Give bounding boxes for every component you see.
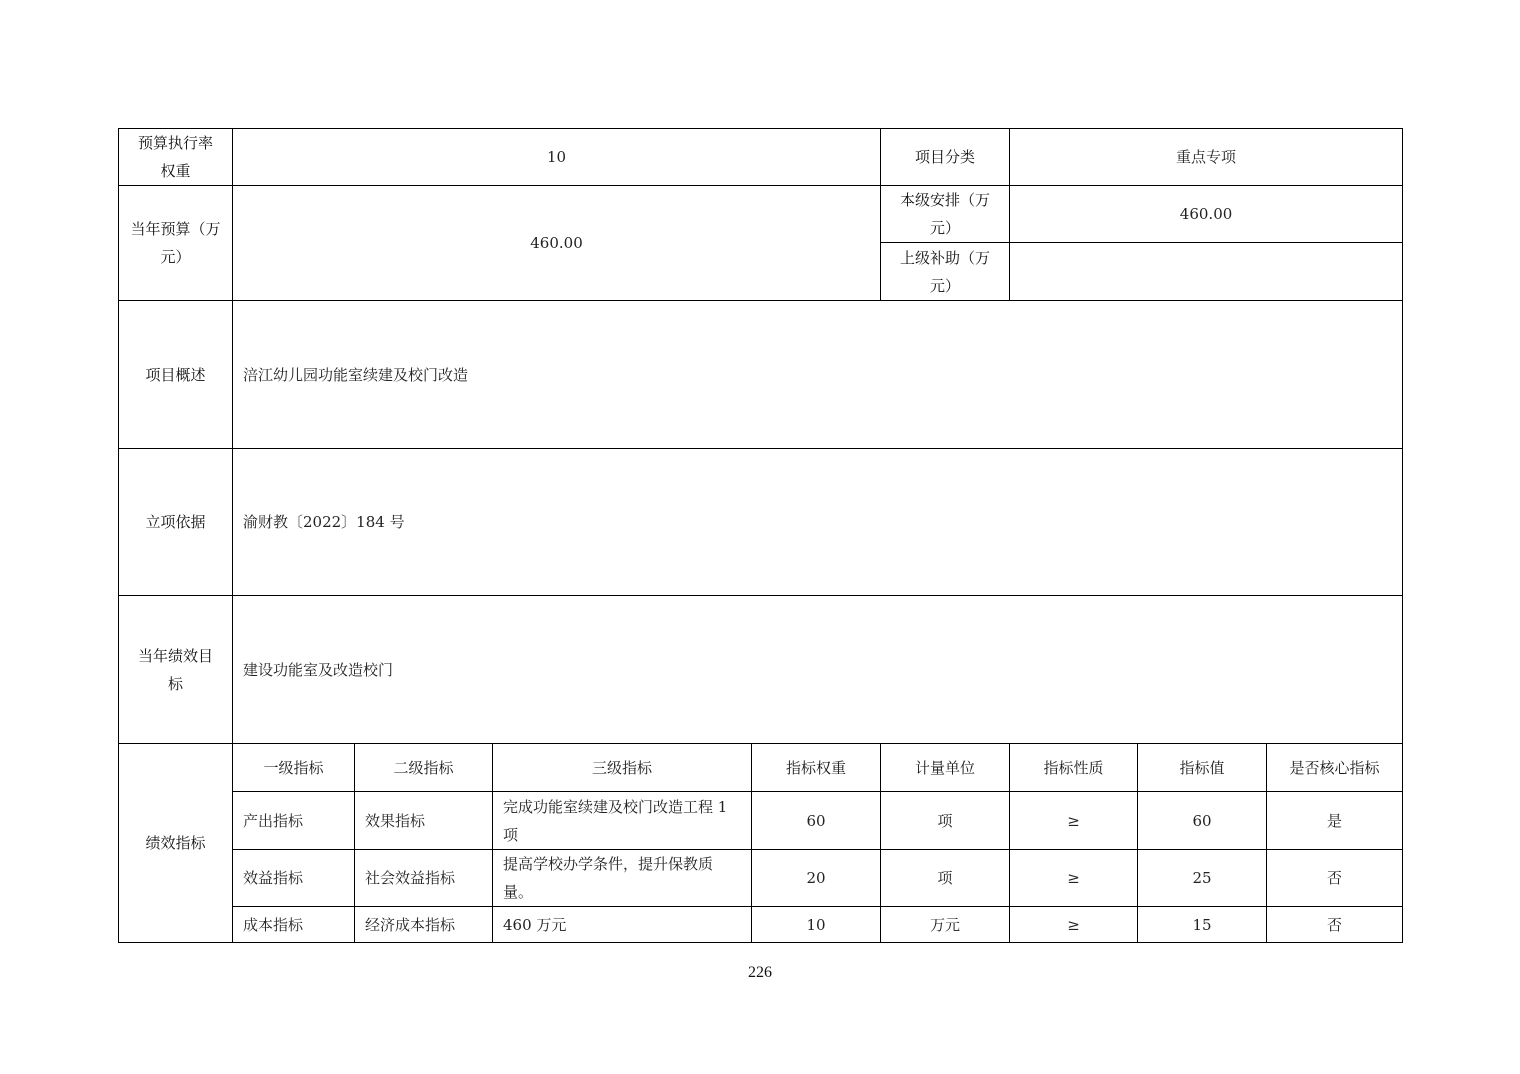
- table-row: [119, 129, 1403, 186]
- table-row: [119, 596, 1403, 744]
- exec-rate-weight-label: [119, 129, 233, 186]
- goal-label-line1: 当年绩效目: [137, 646, 213, 665]
- is-core-indicator: 否: [1267, 907, 1403, 943]
- table-row: [119, 186, 1403, 243]
- goal-label-line2: 标: [167, 674, 183, 693]
- local-label-line2: 元）: [930, 219, 961, 237]
- basis-value: 渝财教〔2022〕184 号: [233, 449, 1403, 596]
- indicator-nature: ≥: [1010, 792, 1138, 850]
- exec-rate-weight-label-line1: 预算执行率: [137, 134, 213, 152]
- exec-rate-weight-label-line2: 权重: [160, 162, 191, 180]
- superior-subsidy-label: [881, 243, 1010, 301]
- indicator-row: [119, 792, 1403, 850]
- budget-value: 460.00: [233, 186, 881, 301]
- indicator-weight: 20: [752, 850, 881, 907]
- indicator-header-row: [119, 744, 1403, 792]
- overview-value: 涪江幼儿园功能室续建及校门改造: [233, 301, 1403, 449]
- level3-line1: 完成功能室续建及校门改造工程 1: [503, 797, 728, 816]
- column-header: 指标值: [1138, 744, 1267, 792]
- table-row: [119, 301, 1403, 449]
- category-value: 重点专项: [1010, 129, 1403, 186]
- budget-label-line2: 元）: [160, 248, 191, 266]
- basis-label: 立项依据: [119, 449, 233, 596]
- goal-label: [119, 596, 233, 744]
- category-label: 项目分类: [881, 129, 1010, 186]
- indicator-row: [119, 907, 1403, 943]
- column-header: 是否核心指标: [1267, 744, 1403, 792]
- level3-line1: 提高学校办学条件，提升保教质: [503, 855, 714, 873]
- indicator-weight: 60: [752, 792, 881, 850]
- indicator-weight: 10: [752, 907, 881, 943]
- column-header: 指标性质: [1010, 744, 1138, 792]
- indicator-nature: ≥: [1010, 907, 1138, 943]
- overview-label: 项目概述: [119, 301, 233, 449]
- local-arrangement-value: 460.00: [1010, 186, 1403, 243]
- is-core-indicator: 是: [1267, 792, 1403, 850]
- goal-value: 建设功能室及改造校门: [233, 596, 1403, 744]
- level1-indicator: 产出指标: [233, 792, 355, 850]
- column-header: 指标权重: [752, 744, 881, 792]
- level3-indicator: [493, 850, 752, 907]
- level2-indicator: 社会效益指标: [355, 850, 493, 907]
- level3-line2: 量。: [503, 883, 534, 901]
- column-header: 三级指标: [493, 744, 752, 792]
- indicator-value: 60: [1138, 792, 1267, 850]
- level3-line2: 项: [503, 825, 519, 844]
- local-arrangement-label: [881, 186, 1010, 243]
- indicator-value: 15: [1138, 907, 1267, 943]
- level1-indicator: 成本指标: [233, 907, 355, 943]
- level3-indicator: [493, 792, 752, 850]
- budget-label: [119, 186, 233, 301]
- indicator-unit: 万元: [881, 907, 1010, 943]
- indicator-nature: ≥: [1010, 850, 1138, 907]
- column-header: 二级指标: [355, 744, 493, 792]
- level2-indicator: 经济成本指标: [355, 907, 493, 943]
- superior-label-line1: 上级补助（万: [900, 248, 991, 267]
- level3-indicator: 460 万元: [493, 907, 752, 943]
- local-label-line1: 本级安排（万: [900, 191, 991, 209]
- indicators-label: 绩效指标: [119, 744, 233, 943]
- level2-indicator: 效果指标: [355, 792, 493, 850]
- indicator-unit: 项: [881, 850, 1010, 907]
- page-number: 226: [748, 964, 772, 981]
- column-header: 一级指标: [233, 744, 355, 792]
- superior-label-line2: 元）: [930, 276, 961, 295]
- superior-subsidy-value: [1010, 243, 1403, 301]
- level1-indicator: 效益指标: [233, 850, 355, 907]
- project-performance-table: [118, 128, 1403, 943]
- table-row: [119, 449, 1403, 596]
- budget-label-line1: 当年预算（万: [130, 220, 221, 238]
- exec-rate-weight-value: 10: [233, 129, 881, 186]
- indicator-value: 25: [1138, 850, 1267, 907]
- indicator-row: [119, 850, 1403, 907]
- column-header: 计量单位: [881, 744, 1010, 792]
- indicator-unit: 项: [881, 792, 1010, 850]
- is-core-indicator: 否: [1267, 850, 1403, 907]
